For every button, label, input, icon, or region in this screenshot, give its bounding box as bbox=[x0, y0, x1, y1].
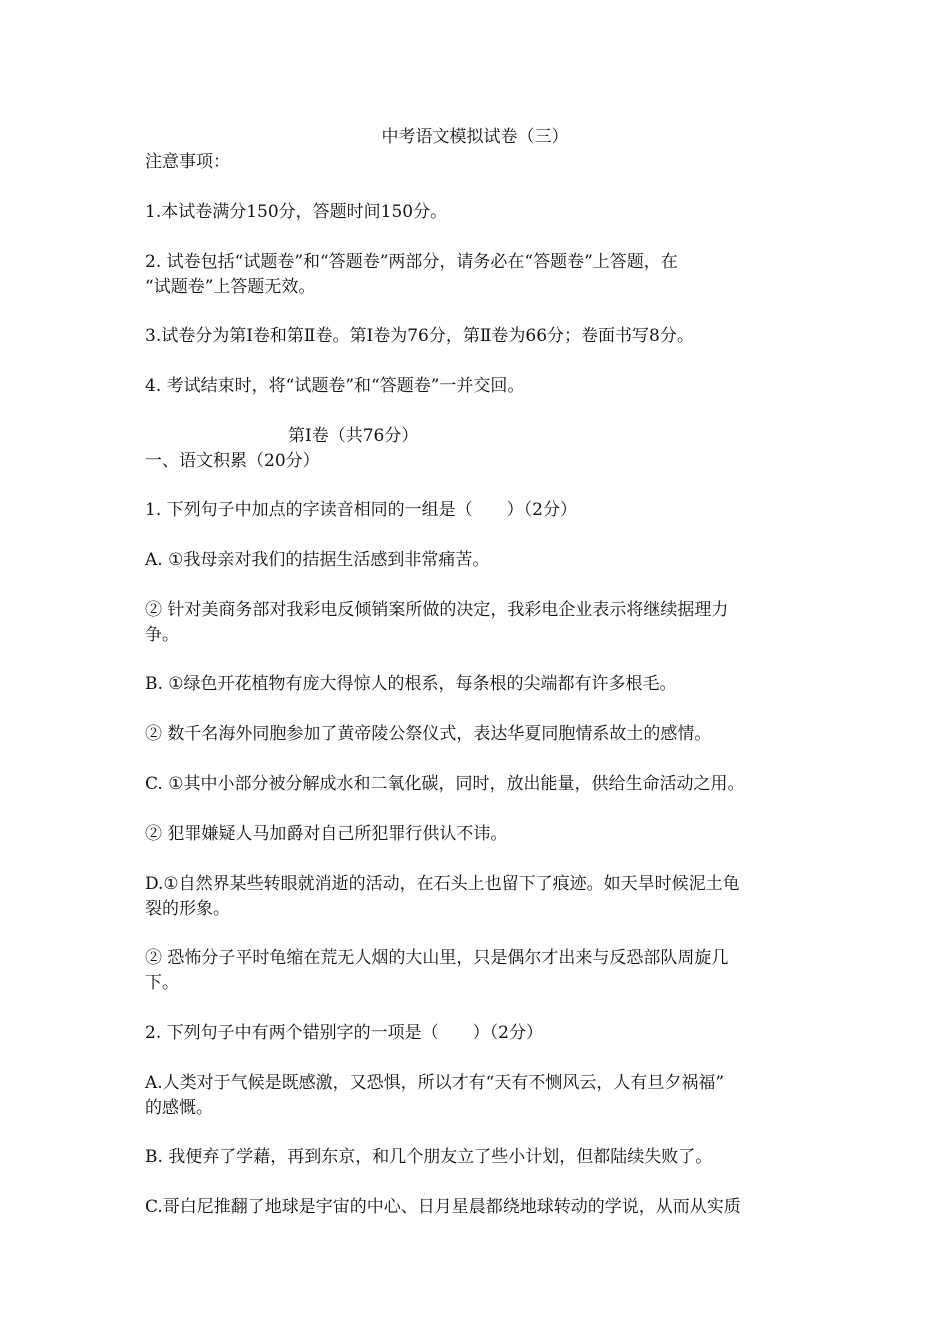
question-1-line: ② 恐怖分子平时龟缩在荒无人烟的大山里，只是偶尔才出来与反恐部队周旋几 bbox=[145, 948, 729, 968]
question-1-line: 争。 bbox=[145, 625, 179, 645]
notice-heading: 注意事项： bbox=[145, 152, 230, 172]
notice-line: 4. 考试结束时，将“试题卷”和“答题卷”一并交回。 bbox=[145, 376, 525, 396]
volume-title: 第Ⅰ卷（共76分） bbox=[288, 426, 419, 446]
question-1-stem: 1. 下列句子中加点的字读音相同的一组是（ ）（2分） bbox=[145, 500, 577, 520]
notice-line: 1.本试卷满分150分，答题时间150分。 bbox=[145, 202, 448, 222]
question-1-line: 下。 bbox=[145, 973, 179, 993]
question-2-line: B. 我便弃了学藉，再到东京，和几个朋友立了些小计划，但都陆续失败了。 bbox=[145, 1147, 713, 1167]
question-2-line: A.人类对于气候是既感激，又恐惧，所以才有“天有不恻风云，人有旦夕祸福” bbox=[145, 1073, 725, 1093]
question-1-line: 裂的形象。 bbox=[145, 899, 230, 919]
question-2-stem: 2. 下列句子中有两个错别字的一项是（ ）（2分） bbox=[145, 1023, 543, 1043]
part-title: 一、语文积累（20分） bbox=[145, 451, 320, 471]
notice-line: 3.试卷分为第Ⅰ卷和第Ⅱ卷。第Ⅰ卷为76分，第Ⅱ卷为66分；卷面书写8分。 bbox=[145, 326, 694, 346]
question-1-line: A. ①我母亲对我们的拮据生活感到非常痛苦。 bbox=[145, 550, 490, 570]
question-1-line: ② 数千名海外同胞参加了黄帝陵公祭仪式，表达华夏同胞情系故土的感情。 bbox=[145, 724, 712, 744]
question-1-line: C. ①其中小部分被分解成水和二氧化碳，同时，放出能量，供给生命活动之用。 bbox=[145, 774, 745, 794]
notice-line: “试题卷”上答题无效。 bbox=[145, 277, 316, 297]
question-1-line: ② 针对美商务部对我彩电反倾销案所做的决定，我彩电企业表示将继续据理力 bbox=[145, 600, 729, 620]
question-1-line: B. ①绿色开花植物有庞大得惊人的根系，每条根的尖端都有许多根毛。 bbox=[145, 674, 677, 694]
question-1-line: ② 犯罪嫌疑人马加爵对自己所犯罪行供认不讳。 bbox=[145, 824, 508, 844]
question-1-line: D.①自然界某些转眼就消逝的活动，在石头上也留下了痕迹。如天旱时候泥土龟 bbox=[145, 874, 740, 894]
exam-title: 中考语文模拟试卷（三） bbox=[381, 127, 569, 147]
question-2-line: 的感慨。 bbox=[145, 1098, 213, 1118]
question-2-line: C.哥白尼推翻了地球是宇宙的中心、日月星晨都绕地球转动的学说，从而从实质 bbox=[145, 1197, 741, 1217]
notice-line: 2. 试卷包括“试题卷”和“答题卷”两部分，请务必在“答题卷”上答题，在 bbox=[145, 252, 678, 272]
